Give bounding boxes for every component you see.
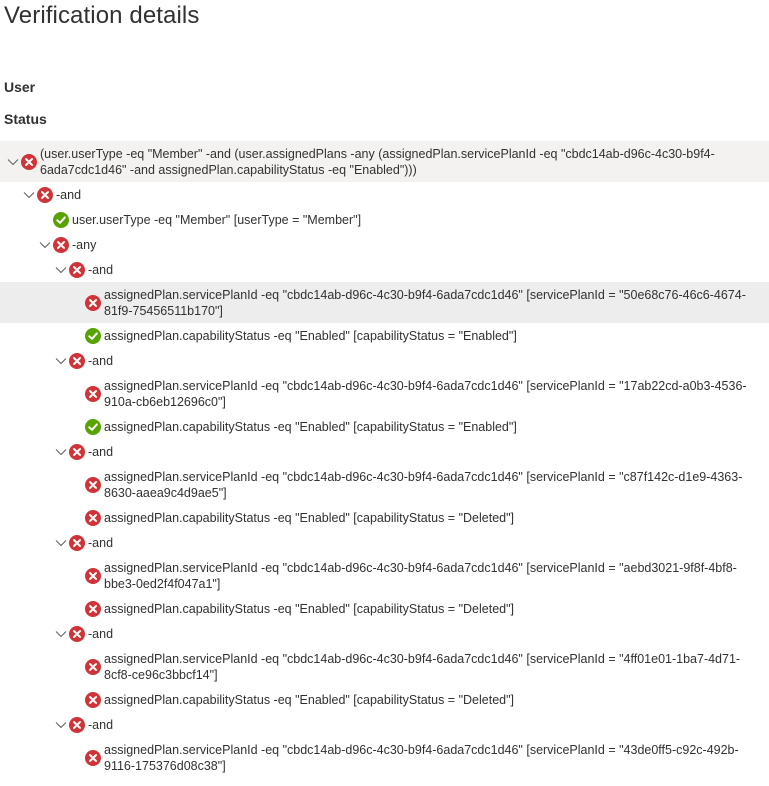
chevron-down-icon[interactable] [54, 627, 68, 641]
tree-leaf-node[interactable] [0, 646, 769, 687]
tree-leaf-node[interactable] [0, 373, 769, 414]
rule-evaluation-tree [0, 141, 769, 778]
tree-group-node[interactable] [0, 439, 769, 464]
tree-group-node[interactable] [0, 712, 769, 737]
tree-group-node[interactable] [0, 141, 769, 182]
operator-label: -and [88, 535, 114, 550]
error-icon [85, 386, 101, 402]
error-icon [85, 568, 101, 584]
success-icon [85, 419, 101, 435]
condition-text: assignedPlan.servicePlanId -eq "cbdc14ab-d96c-4c30-b9f4-6ada7cdc1d46" [servicePlanId = "17ab22cd-a0b3-4536-910a-cb6eb12696c0"] [104, 378, 747, 409]
condition-text: assignedPlan.capabilityStatus -eq "Enabled" [capabilityStatus = "Deleted"] [104, 692, 515, 707]
error-icon [69, 444, 85, 460]
operator-label: -and [88, 353, 114, 368]
error-icon [85, 477, 101, 493]
tree-group-node[interactable] [0, 621, 769, 646]
tree-leaf-node[interactable] [0, 555, 769, 596]
error-icon [85, 295, 101, 311]
condition-text: assignedPlan.capabilityStatus -eq "Enabled" [capabilityStatus = "Enabled"] [104, 419, 517, 434]
success-icon [85, 328, 101, 344]
chevron-down-icon[interactable] [54, 536, 68, 550]
operator-label: -and [88, 717, 114, 732]
condition-text: assignedPlan.capabilityStatus -eq "Enabled" [capabilityStatus = "Deleted"] [104, 510, 515, 525]
tree-group-node[interactable] [0, 232, 769, 257]
error-icon [69, 262, 85, 278]
error-icon [85, 659, 101, 675]
tree-group-node[interactable] [0, 257, 769, 282]
tree-leaf-node[interactable] [0, 414, 769, 439]
chevron-down-icon[interactable] [54, 354, 68, 368]
tree-leaf-node[interactable] [0, 323, 769, 348]
error-icon [85, 750, 101, 766]
condition-text: assignedPlan.capabilityStatus -eq "Enabled" [capabilityStatus = "Enabled"] [104, 328, 517, 343]
tree-leaf-node[interactable] [0, 464, 769, 505]
condition-text: assignedPlan.capabilityStatus -eq "Enabled" [capabilityStatus = "Deleted"] [104, 601, 515, 616]
operator-label: -any [72, 237, 97, 252]
user-section-label: User [4, 79, 36, 95]
chevron-down-icon[interactable] [54, 445, 68, 459]
tree-leaf-node[interactable] [0, 737, 769, 778]
condition-text: assignedPlan.servicePlanId -eq "cbdc14ab-d96c-4c30-b9f4-6ada7cdc1d46" [servicePlanId = "50e68c76-46c6-4674-81f9-75456511b170"] [104, 287, 746, 318]
error-icon [37, 187, 53, 203]
chevron-down-icon[interactable] [54, 263, 68, 277]
page-title: Verification details [4, 2, 200, 29]
error-icon [85, 510, 101, 526]
condition-text: assignedPlan.servicePlanId -eq "cbdc14ab-d96c-4c30-b9f4-6ada7cdc1d46" [servicePlanId = "43de0ff5-c92c-492b-9116-175376d08c38"] [104, 742, 739, 773]
condition-text: assignedPlan.servicePlanId -eq "cbdc14ab-d96c-4c30-b9f4-6ada7cdc1d46" [servicePlanId = "aebd3021-9f8f-4bf8-bbe3-0ed2f4f047a1"] [104, 560, 737, 591]
condition-text: user.userType -eq "Member" [userType = "Member"] [72, 212, 362, 227]
tree-leaf-node[interactable] [0, 207, 769, 232]
condition-text: assignedPlan.servicePlanId -eq "cbdc14ab-d96c-4c30-b9f4-6ada7cdc1d46" [servicePlanId = "c87f142c-d1e9-4363-8630-aaea9c4d9ae5"] [104, 469, 743, 500]
chevron-down-icon[interactable] [54, 718, 68, 732]
chevron-down-icon[interactable] [22, 188, 36, 202]
operator-label: -and [88, 444, 114, 459]
tree-group-node[interactable] [0, 348, 769, 373]
error-icon [69, 717, 85, 733]
error-icon [85, 601, 101, 617]
error-icon [21, 154, 37, 170]
error-icon [53, 237, 69, 253]
operator-label: -and [88, 626, 114, 641]
status-section-label: Status [4, 111, 47, 127]
tree-group-node[interactable] [0, 182, 769, 207]
error-icon [69, 626, 85, 642]
condition-text: assignedPlan.servicePlanId -eq "cbdc14ab-d96c-4c30-b9f4-6ada7cdc1d46" [servicePlanId = "4ff01e01-1ba7-4d71-8cf8-ce96c3bbcf14"] [104, 651, 741, 682]
chevron-down-icon[interactable] [6, 155, 20, 169]
tree-leaf-node[interactable] [0, 505, 769, 530]
tree-leaf-node[interactable] [0, 596, 769, 621]
operator-label: (user.userType -eq "Member" -and (user.assignedPlans -any (assignedPlan.servicePlanId -eq "cbdc14ab-d96c-4c30-b9f4-6ada7cdc1d46" -and assignedPlan.capabilityStatus -eq "Enabled"))) [40, 146, 715, 177]
error-icon [69, 535, 85, 551]
error-icon [85, 692, 101, 708]
tree-group-node[interactable] [0, 530, 769, 555]
tree-leaf-node[interactable] [0, 687, 769, 712]
operator-label: -and [88, 262, 114, 277]
tree-leaf-node[interactable] [0, 282, 769, 323]
operator-label: -and [56, 187, 82, 202]
error-icon [69, 353, 85, 369]
chevron-down-icon[interactable] [38, 238, 52, 252]
success-icon [53, 212, 69, 228]
